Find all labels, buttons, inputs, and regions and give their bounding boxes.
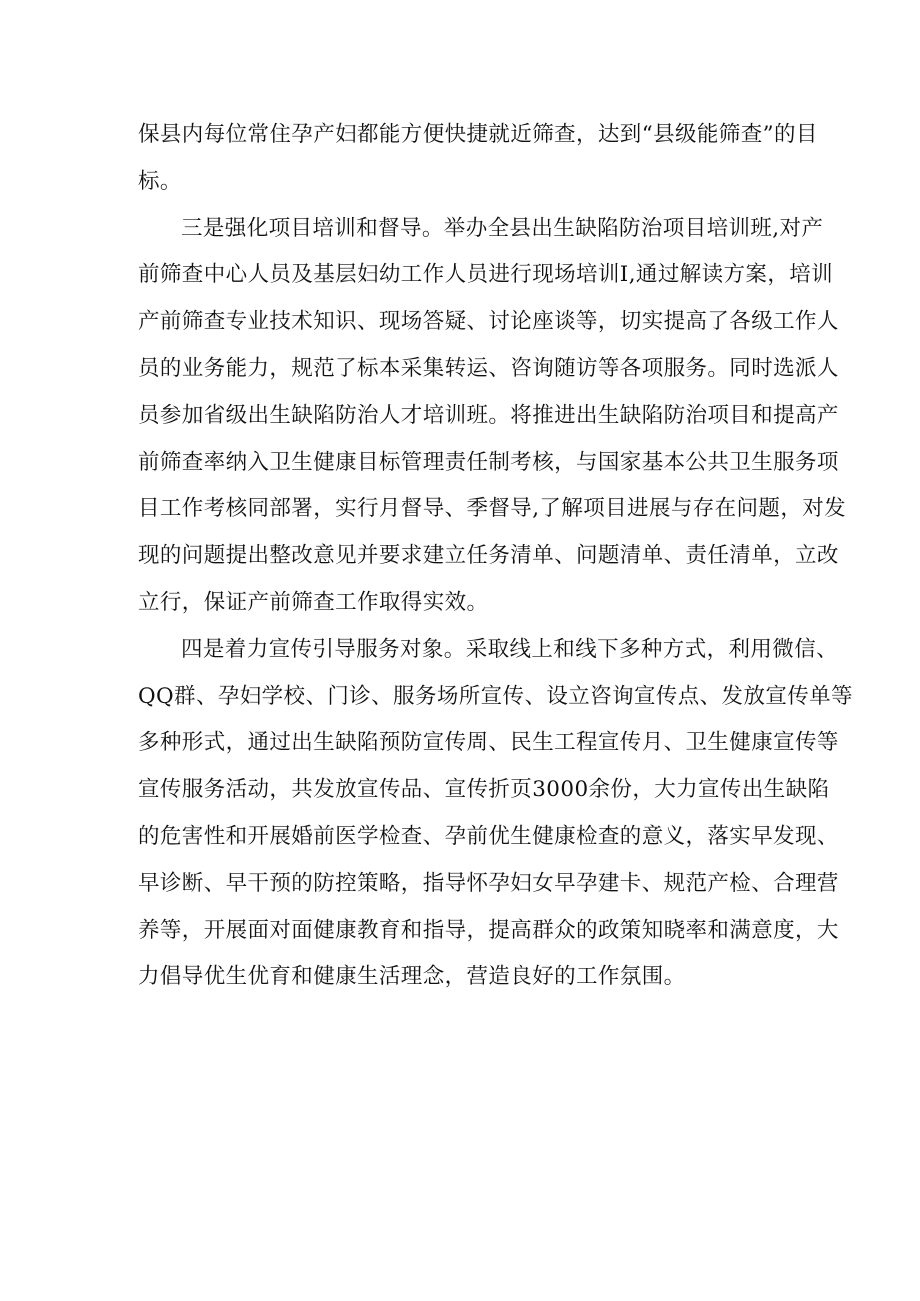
text-line-indented: 四是着力宣传引导服务对象。采取线上和线下多种方式，利用微信、 [181, 636, 839, 662]
text-line: 员参加省级出生缺陷防治人才培训班。将推进出生缺陷防治项目和提高产 [138, 402, 839, 428]
text-line: 立行，保证产前筛查工作取得实效。 [138, 589, 489, 615]
text-line: 目工作考核同部署，实行月督导、季督导,了解项目进展与存在问题，对发 [138, 496, 847, 522]
text-line: 前筛查中心人员及基层妇幼工作人员进行现场培训I,通过解读方案，培训 [138, 262, 834, 288]
text-line: 标。 [138, 168, 182, 194]
paragraph-publicity [138, 627, 853, 1001]
paragraph-continuation [138, 112, 818, 206]
text-line: 产前筛查专业技术知识、现场答疑、讨论座谈等，切实提高了各级工作人 [138, 309, 839, 335]
text-line: QQ群、孕妇学校、门诊、服务场所宣传、设立咨询宣传点、发放宣传单等 [138, 683, 853, 709]
text-line: 早诊断、早干预的防控策略，指导怀孕妇女早孕建卡、规范产检、合理营 [138, 870, 839, 896]
text-line: 的危害性和开展婚前医学检查、孕前优生健康检查的意义，落实早发现、 [138, 823, 839, 849]
text-line: 养等，开展面对面健康教育和指导，提高群众的政策知晓率和满意度，大 [138, 917, 839, 943]
text-line: 现的问题提出整改意见并要求建立任务清单、问题清单、责任清单，立改 [138, 543, 839, 569]
text-line-indented: 三是强化项目培训和督导。举办全县出生缺陷防治项目培训班,对产 [181, 215, 824, 241]
paragraph-training [138, 206, 847, 627]
text-line: 前筛查率纳入卫生健康目标管理责任制考核，与国家基本公共卫生服务项 [138, 449, 839, 475]
document-body [138, 112, 853, 1001]
text-line: 多种形式，通过出生缺陷预防宣传周、民生工程宣传月、卫生健康宣传等 [138, 730, 839, 756]
text-line: 保县内每位常住孕产妇都能方便快捷就近筛查，达到“县级能筛查”的目 [138, 122, 818, 147]
text-line: 宣传服务活动，共发放宣传品、宣传折页3000余份，大力宣传出生缺陷 [138, 777, 830, 803]
text-line: 力倡导优生优育和健康生活理念，营造良好的工作氛围。 [138, 964, 686, 990]
text-line: 员的业务能力，规范了标本采集转运、咨询随访等各项服务。同时选派人 [138, 355, 839, 381]
